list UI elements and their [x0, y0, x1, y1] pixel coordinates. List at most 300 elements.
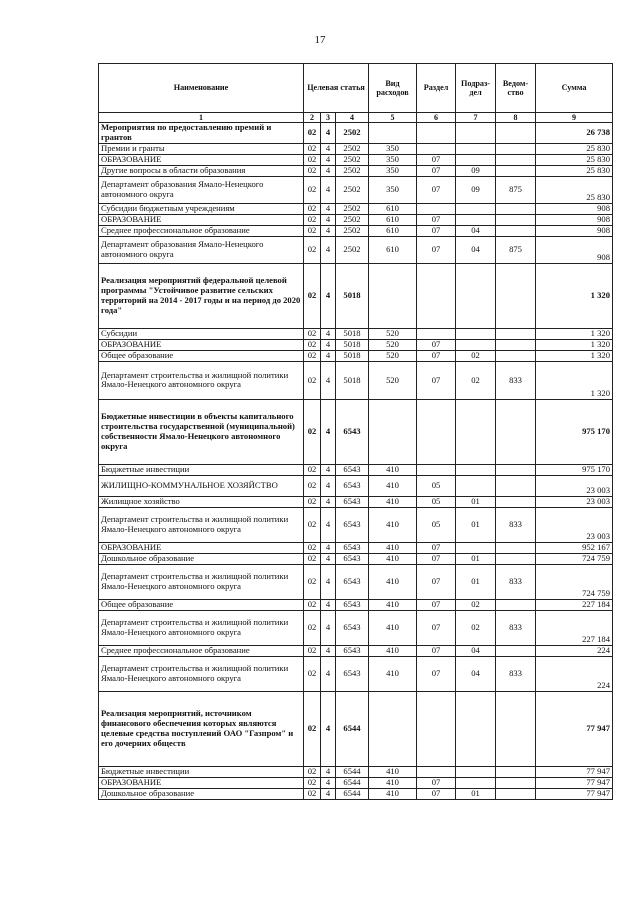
header-expense-type: Вид расходов [369, 64, 417, 113]
target-article-program: 02 [304, 610, 321, 645]
subsection-code: 02 [456, 599, 496, 610]
target-article-code: 6543 [336, 464, 369, 475]
row-name: Мероприятия по предоставлению премий и грантов [99, 123, 304, 144]
target-article-subprogram: 4 [321, 154, 336, 165]
department-code [496, 328, 536, 339]
table-row [99, 214, 613, 225]
subsection-code [456, 328, 496, 339]
expense-type-code: 610 [369, 214, 417, 225]
column-number: 8 [496, 113, 536, 123]
section-code: 07 [417, 645, 456, 656]
table-row [99, 656, 613, 691]
target-article-subprogram: 4 [321, 236, 336, 263]
subsection-code [456, 203, 496, 214]
department-code: 833 [496, 361, 536, 399]
target-article-code: 6543 [336, 645, 369, 656]
row-sum: 26 738 [536, 123, 613, 144]
table-row [99, 339, 613, 350]
target-article-code: 6543 [336, 610, 369, 645]
section-code: 07 [417, 214, 456, 225]
department-code [496, 496, 536, 507]
target-article-code: 2502 [336, 225, 369, 236]
expense-type-code [369, 399, 417, 464]
expense-type-code: 610 [369, 203, 417, 214]
budget-table [98, 63, 613, 800]
target-article-code: 2502 [336, 123, 369, 144]
target-article-code: 6543 [336, 496, 369, 507]
target-article-code: 6543 [336, 553, 369, 564]
table-row [99, 788, 613, 799]
column-number: 5 [369, 113, 417, 123]
expense-type-code: 410 [369, 610, 417, 645]
target-article-subprogram: 4 [321, 361, 336, 399]
row-sum: 975 170 [536, 464, 613, 475]
target-article-subprogram: 4 [321, 214, 336, 225]
row-name: Общее образование [99, 350, 304, 361]
target-article-subprogram: 4 [321, 350, 336, 361]
table-row [99, 361, 613, 399]
row-name: Реализация мероприятий, источником финансового обеспечения которых являются целевые средства поступлений ОАО "Газпром" и его дочерних обществ [99, 691, 304, 766]
row-sum: 724 759 [536, 564, 613, 599]
target-article-subprogram: 4 [321, 165, 336, 176]
subsection-code [456, 339, 496, 350]
target-article-code: 6544 [336, 788, 369, 799]
target-article-program: 02 [304, 475, 321, 496]
row-name: ОБРАЗОВАНИЕ [99, 214, 304, 225]
department-code [496, 203, 536, 214]
row-sum: 77 947 [536, 691, 613, 766]
target-article-code: 2502 [336, 236, 369, 263]
row-sum: 908 [536, 203, 613, 214]
column-number: 4 [336, 113, 369, 123]
header-department: Ведом-ство [496, 64, 536, 113]
section-code [417, 691, 456, 766]
target-article-subprogram: 4 [321, 564, 336, 599]
target-article-subprogram: 4 [321, 203, 336, 214]
expense-type-code: 410 [369, 788, 417, 799]
department-code: 875 [496, 176, 536, 203]
department-code [496, 339, 536, 350]
target-article-subprogram: 4 [321, 496, 336, 507]
target-article-program: 02 [304, 656, 321, 691]
target-article-subprogram: 4 [321, 176, 336, 203]
target-article-code: 5018 [336, 350, 369, 361]
row-sum: 25 830 [536, 165, 613, 176]
department-code [496, 123, 536, 144]
row-sum: 23 003 [536, 496, 613, 507]
subsection-code [456, 464, 496, 475]
header-name: Наименование [99, 64, 304, 113]
target-article-subprogram: 4 [321, 464, 336, 475]
department-code [496, 464, 536, 475]
expense-type-code: 410 [369, 656, 417, 691]
column-number-row [99, 113, 613, 123]
row-name: ОБРАЗОВАНИЕ [99, 777, 304, 788]
header-target-article: Целевая статья [304, 64, 369, 113]
subsection-code [456, 154, 496, 165]
department-code [496, 542, 536, 553]
table-row [99, 553, 613, 564]
target-article-code: 2502 [336, 143, 369, 154]
target-article-program: 02 [304, 176, 321, 203]
section-code [417, 464, 456, 475]
row-sum: 908 [536, 236, 613, 263]
department-code: 833 [496, 656, 536, 691]
table-row [99, 165, 613, 176]
subsection-code: 01 [456, 507, 496, 542]
section-code: 07 [417, 165, 456, 176]
row-name: Департамент образования Ямало-Ненецкого автономного округа [99, 176, 304, 203]
table-row [99, 225, 613, 236]
subsection-code: 02 [456, 361, 496, 399]
target-article-program: 02 [304, 399, 321, 464]
row-name: Среднее профессиональное образование [99, 645, 304, 656]
subsection-code: 01 [456, 788, 496, 799]
target-article-code: 2502 [336, 154, 369, 165]
section-code: 07 [417, 176, 456, 203]
row-sum: 1 320 [536, 263, 613, 328]
department-code [496, 154, 536, 165]
target-article-code: 6544 [336, 691, 369, 766]
row-sum: 227 184 [536, 599, 613, 610]
target-article-subprogram: 4 [321, 399, 336, 464]
target-article-code: 6543 [336, 656, 369, 691]
subsection-code: 01 [456, 564, 496, 599]
subsection-code: 04 [456, 656, 496, 691]
section-code [417, 143, 456, 154]
row-sum: 1 320 [536, 339, 613, 350]
section-code: 07 [417, 777, 456, 788]
department-code [496, 143, 536, 154]
department-code [496, 691, 536, 766]
row-sum: 77 947 [536, 788, 613, 799]
department-code [496, 225, 536, 236]
expense-type-code: 410 [369, 496, 417, 507]
table-row [99, 236, 613, 263]
subsection-code [456, 123, 496, 144]
row-name: Другие вопросы в области образования [99, 165, 304, 176]
table-row [99, 691, 613, 766]
row-sum: 77 947 [536, 777, 613, 788]
expense-type-code: 410 [369, 564, 417, 599]
subsection-code [456, 475, 496, 496]
department-code: 833 [496, 564, 536, 599]
subsection-code [456, 766, 496, 777]
expense-type-code: 520 [369, 339, 417, 350]
table-row [99, 123, 613, 144]
table-row [99, 263, 613, 328]
section-code [417, 399, 456, 464]
section-code: 07 [417, 236, 456, 263]
row-sum: 25 830 [536, 154, 613, 165]
target-article-code: 5018 [336, 339, 369, 350]
subsection-code: 04 [456, 236, 496, 263]
row-sum: 25 830 [536, 143, 613, 154]
subsection-code [456, 263, 496, 328]
target-article-program: 02 [304, 691, 321, 766]
target-article-program: 02 [304, 542, 321, 553]
target-article-program: 02 [304, 339, 321, 350]
target-article-subprogram: 4 [321, 766, 336, 777]
subsection-code [456, 691, 496, 766]
row-sum: 1 320 [536, 328, 613, 339]
table-row [99, 777, 613, 788]
row-sum: 227 184 [536, 610, 613, 645]
section-code: 07 [417, 610, 456, 645]
column-number: 3 [321, 113, 336, 123]
target-article-program: 02 [304, 766, 321, 777]
section-code: 07 [417, 361, 456, 399]
expense-type-code: 610 [369, 236, 417, 263]
row-name: Среднее профессиональное образование [99, 225, 304, 236]
expense-type-code: 520 [369, 350, 417, 361]
row-name: Общее образование [99, 599, 304, 610]
expense-type-code: 410 [369, 542, 417, 553]
department-code [496, 788, 536, 799]
target-article-subprogram: 4 [321, 328, 336, 339]
target-article-program: 02 [304, 553, 321, 564]
row-sum: 975 170 [536, 399, 613, 464]
table-row [99, 496, 613, 507]
target-article-program: 02 [304, 225, 321, 236]
table-row [99, 203, 613, 214]
row-name: Дошкольное образование [99, 788, 304, 799]
table-row [99, 464, 613, 475]
department-code [496, 777, 536, 788]
row-name: ОБРАЗОВАНИЕ [99, 154, 304, 165]
department-code [496, 214, 536, 225]
table-row [99, 399, 613, 464]
department-code [496, 165, 536, 176]
expense-type-code: 520 [369, 361, 417, 399]
target-article-subprogram: 4 [321, 475, 336, 496]
expense-type-code: 350 [369, 165, 417, 176]
target-article-program: 02 [304, 777, 321, 788]
row-name: Бюджетные инвестиции [99, 766, 304, 777]
target-article-program: 02 [304, 165, 321, 176]
target-article-subprogram: 4 [321, 645, 336, 656]
expense-type-code [369, 691, 417, 766]
header-subsection: Подраз-дел [456, 64, 496, 113]
table-row [99, 507, 613, 542]
section-code [417, 203, 456, 214]
subsection-code: 04 [456, 645, 496, 656]
expense-type-code: 410 [369, 777, 417, 788]
table-row [99, 610, 613, 645]
page-number: 17 [314, 34, 326, 46]
target-article-program: 02 [304, 328, 321, 339]
section-code: 07 [417, 542, 456, 553]
target-article-subprogram: 4 [321, 788, 336, 799]
target-article-subprogram: 4 [321, 691, 336, 766]
section-code: 05 [417, 475, 456, 496]
target-article-program: 02 [304, 236, 321, 263]
subsection-code [456, 542, 496, 553]
table-row [99, 475, 613, 496]
target-article-code: 2502 [336, 165, 369, 176]
table-row [99, 154, 613, 165]
target-article-program: 02 [304, 496, 321, 507]
expense-type-code: 610 [369, 225, 417, 236]
target-article-code: 5018 [336, 328, 369, 339]
section-code: 07 [417, 225, 456, 236]
target-article-subprogram: 4 [321, 507, 336, 542]
expense-type-code: 410 [369, 645, 417, 656]
target-article-subprogram: 4 [321, 542, 336, 553]
department-code [496, 475, 536, 496]
target-article-code: 2502 [336, 214, 369, 225]
row-name: Дошкольное образование [99, 553, 304, 564]
target-article-program: 02 [304, 564, 321, 599]
table-row [99, 599, 613, 610]
row-sum: 77 947 [536, 766, 613, 777]
department-code [496, 645, 536, 656]
expense-type-code: 410 [369, 766, 417, 777]
subsection-code [456, 143, 496, 154]
department-code [496, 350, 536, 361]
department-code [496, 766, 536, 777]
section-code [417, 263, 456, 328]
row-name: ОБРАЗОВАНИЕ [99, 542, 304, 553]
expense-type-code: 410 [369, 507, 417, 542]
row-name: Жилищное хозяйство [99, 496, 304, 507]
target-article-subprogram: 4 [321, 610, 336, 645]
table-row [99, 542, 613, 553]
table-row [99, 350, 613, 361]
row-sum: 908 [536, 214, 613, 225]
row-name: Бюджетные инвестиции в объекты капитального строительства государственной (муниципальной) собственности Ямало-Ненецкого автономного округа [99, 399, 304, 464]
header-row [99, 64, 613, 113]
target-article-subprogram: 4 [321, 225, 336, 236]
row-sum: 224 [536, 645, 613, 656]
section-code: 07 [417, 350, 456, 361]
target-article-code: 6544 [336, 766, 369, 777]
section-code: 07 [417, 339, 456, 350]
row-name: Бюджетные инвестиции [99, 464, 304, 475]
target-article-program: 02 [304, 350, 321, 361]
subsection-code: 01 [456, 553, 496, 564]
row-name: ЖИЛИЩНО-КОММУНАЛЬНОЕ ХОЗЯЙСТВО [99, 475, 304, 496]
target-article-subprogram: 4 [321, 777, 336, 788]
table-row [99, 766, 613, 777]
expense-type-code: 350 [369, 154, 417, 165]
row-name: Департамент строительства и жилищной политики Ямало-Ненецкого автономного округа [99, 610, 304, 645]
row-name: Премии и гранты [99, 143, 304, 154]
target-article-program: 02 [304, 203, 321, 214]
expense-type-code: 350 [369, 143, 417, 154]
target-article-code: 6543 [336, 542, 369, 553]
row-name: Департамент строительства и жилищной политики Ямало-Ненецкого автономного округа [99, 507, 304, 542]
target-article-program: 02 [304, 464, 321, 475]
target-article-program: 02 [304, 154, 321, 165]
section-code: 05 [417, 496, 456, 507]
row-name: Департамент строительства и жилищной политики Ямало-Ненецкого автономного округа [99, 656, 304, 691]
department-code: 833 [496, 507, 536, 542]
expense-type-code [369, 123, 417, 144]
target-article-program: 02 [304, 788, 321, 799]
expense-type-code: 410 [369, 464, 417, 475]
section-code: 07 [417, 553, 456, 564]
row-name: Департамент строительства и жилищной политики Ямало-Ненецкого автономного округа [99, 564, 304, 599]
section-code: 07 [417, 564, 456, 599]
department-code [496, 399, 536, 464]
table-row [99, 176, 613, 203]
row-sum: 23 003 [536, 475, 613, 496]
target-article-subprogram: 4 [321, 339, 336, 350]
target-article-program: 02 [304, 143, 321, 154]
header-section: Раздел [417, 64, 456, 113]
department-code [496, 263, 536, 328]
row-name: Реализация мероприятий федеральной целевой программы "Устойчивое развитие сельских территорий на 2014 - 2017 годы и на период до 2020 года" [99, 263, 304, 328]
expense-type-code: 410 [369, 553, 417, 564]
target-article-code: 6543 [336, 399, 369, 464]
subsection-code: 09 [456, 176, 496, 203]
column-number: 2 [304, 113, 321, 123]
row-name: Субсидии бюджетным учреждениям [99, 203, 304, 214]
section-code: 07 [417, 599, 456, 610]
target-article-subprogram: 4 [321, 599, 336, 610]
section-code [417, 328, 456, 339]
row-sum: 724 759 [536, 553, 613, 564]
column-number: 7 [456, 113, 496, 123]
target-article-code: 6543 [336, 507, 369, 542]
row-sum: 952 167 [536, 542, 613, 553]
subsection-code [456, 214, 496, 225]
subsection-code: 01 [456, 496, 496, 507]
row-name: ОБРАЗОВАНИЕ [99, 339, 304, 350]
subsection-code: 09 [456, 165, 496, 176]
row-name: Департамент строительства и жилищной политики Ямало-Ненецкого автономного округа [99, 361, 304, 399]
target-article-code: 6543 [336, 599, 369, 610]
column-number: 1 [99, 113, 304, 123]
table-row [99, 564, 613, 599]
section-code: 07 [417, 154, 456, 165]
target-article-program: 02 [304, 645, 321, 656]
table-row [99, 328, 613, 339]
expense-type-code: 520 [369, 328, 417, 339]
target-article-program: 02 [304, 599, 321, 610]
row-name: Субсидии [99, 328, 304, 339]
target-article-code: 6544 [336, 777, 369, 788]
section-code [417, 766, 456, 777]
expense-type-code: 410 [369, 599, 417, 610]
row-sum: 25 830 [536, 176, 613, 203]
target-article-subprogram: 4 [321, 553, 336, 564]
subsection-code: 02 [456, 350, 496, 361]
section-code [417, 123, 456, 144]
target-article-program: 02 [304, 263, 321, 328]
expense-type-code: 410 [369, 475, 417, 496]
target-article-program: 02 [304, 123, 321, 144]
expense-type-code: 350 [369, 176, 417, 203]
expense-type-code [369, 263, 417, 328]
target-article-code: 6543 [336, 564, 369, 599]
target-article-subprogram: 4 [321, 656, 336, 691]
target-article-program: 02 [304, 507, 321, 542]
section-code: 05 [417, 507, 456, 542]
target-article-code: 5018 [336, 263, 369, 328]
subsection-code: 02 [456, 610, 496, 645]
target-article-subprogram: 4 [321, 123, 336, 144]
department-code: 875 [496, 236, 536, 263]
subsection-code [456, 399, 496, 464]
target-article-code: 2502 [336, 203, 369, 214]
budget-table-body [99, 123, 613, 800]
target-article-code: 6543 [336, 475, 369, 496]
subsection-code [456, 777, 496, 788]
column-number: 9 [536, 113, 613, 123]
row-sum: 908 [536, 225, 613, 236]
